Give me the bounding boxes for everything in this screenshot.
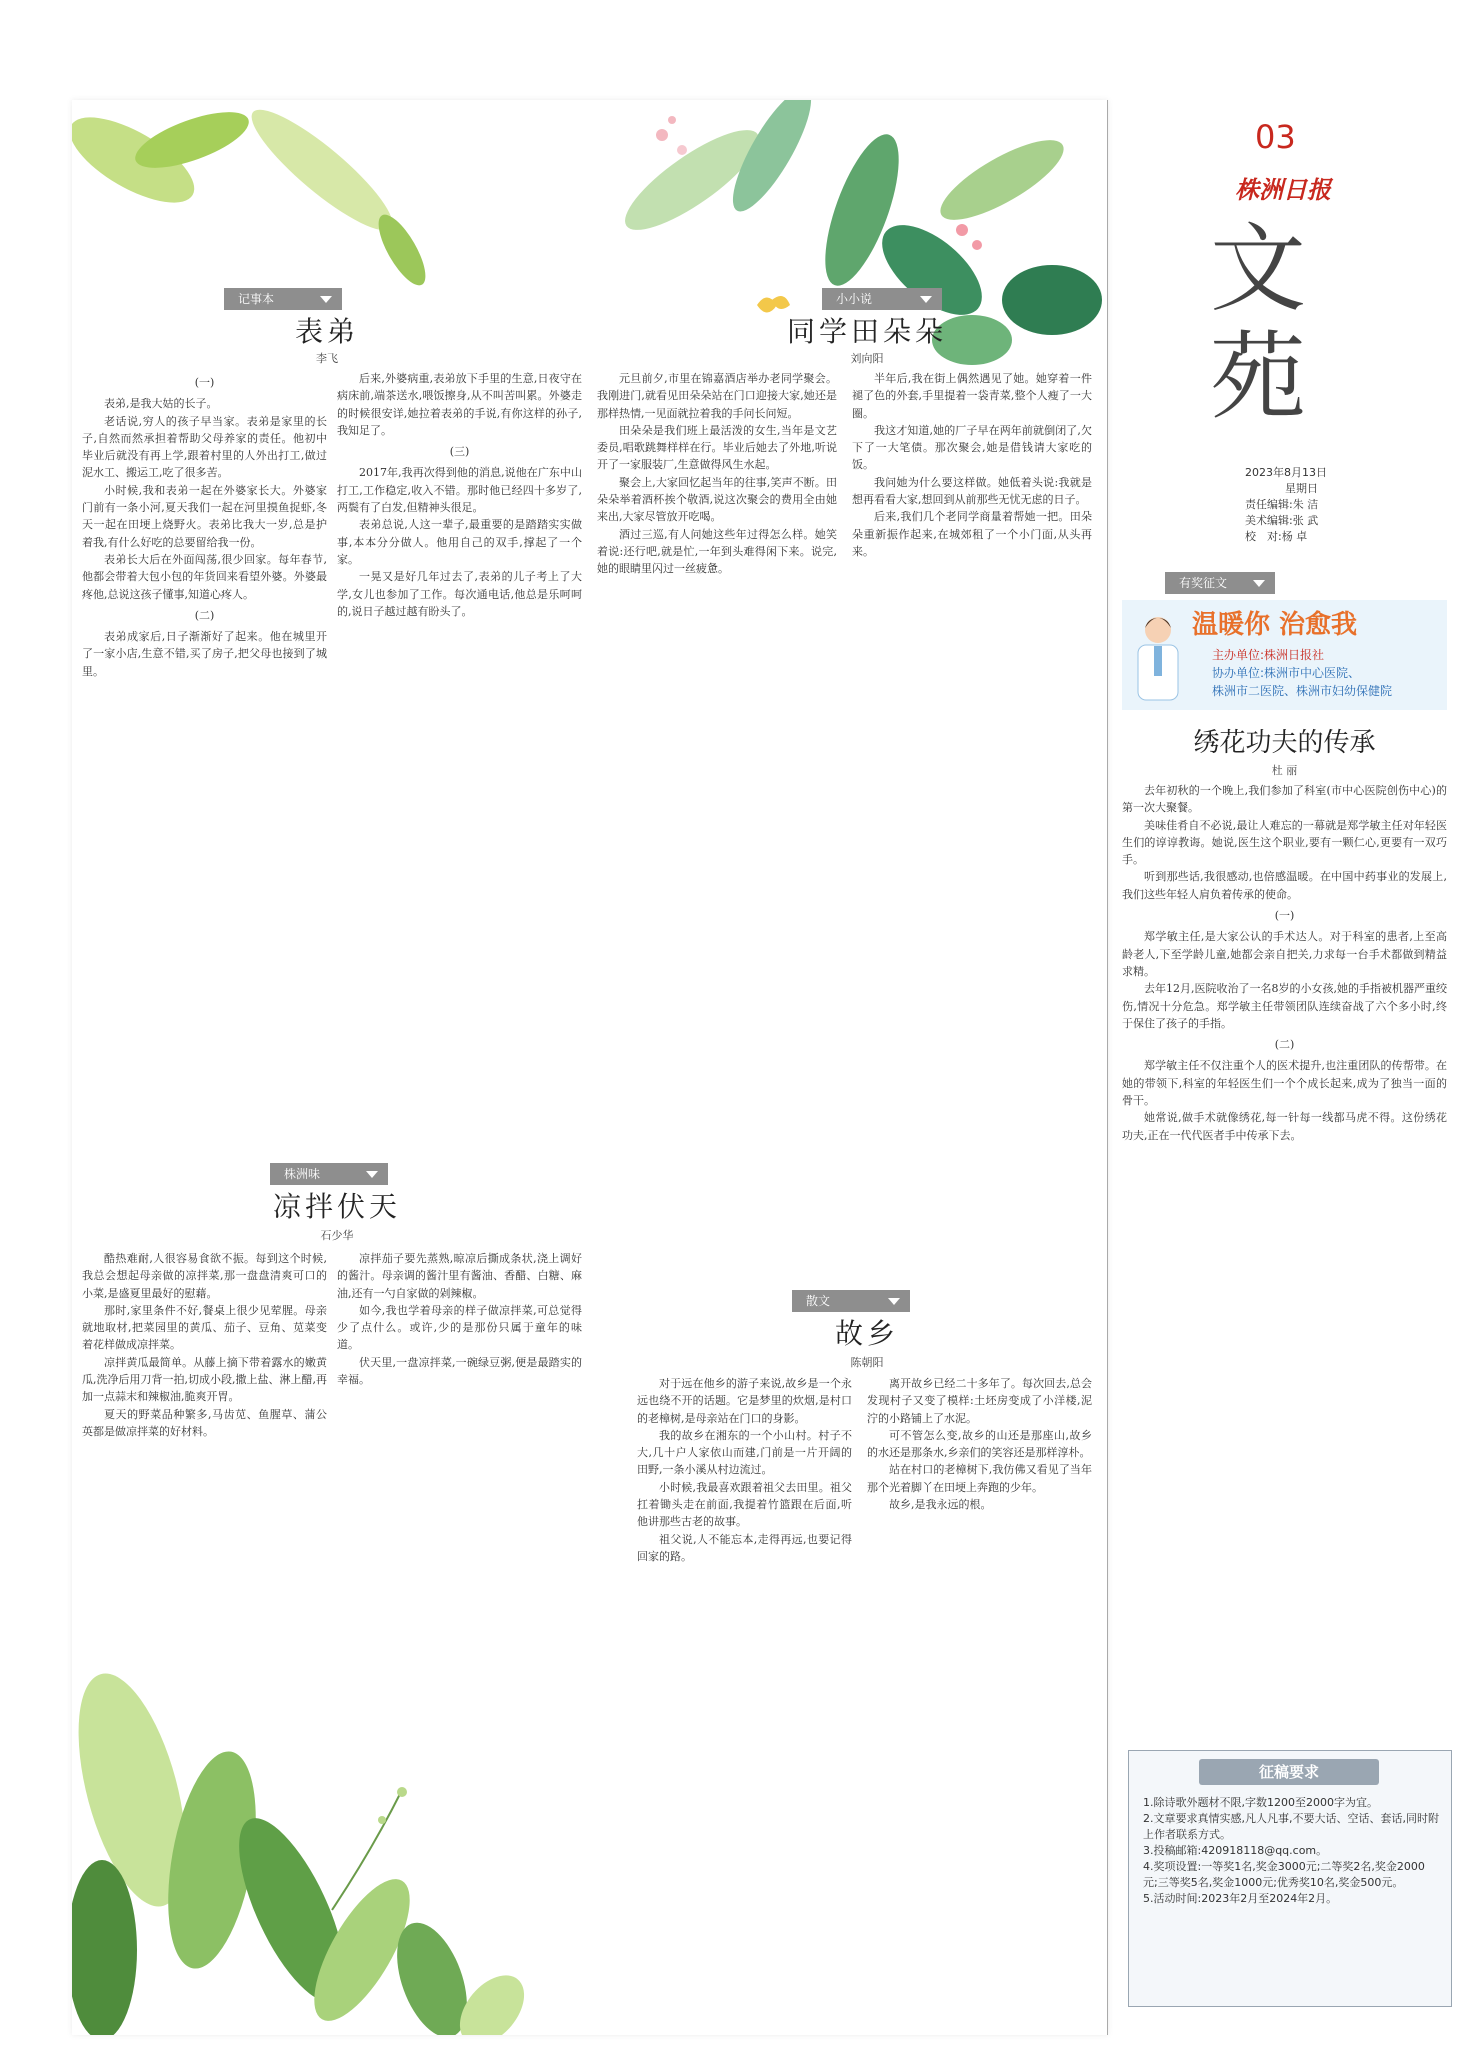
paragraph: 半年后,我在街上偶然遇见了她。她穿着一件褪了色的外套,手里提着一袋青菜,整个人瘦了一大圈。 <box>852 372 1092 420</box>
paragraph: 小时候,我最喜欢跟着祖父去田里。祖父扛着锄头走在前面,我提着竹篮跟在后面,听他讲那些古老的故事。 <box>637 1480 852 1529</box>
paragraph: 可不管怎么变,故乡的山还是那座山,故乡的水还是那条水,乡亲们的笑容还是那样淳朴。 <box>867 1428 1092 1460</box>
main-page-panel <box>72 100 1108 2035</box>
notice-item: 1.除诗歌外题材不限,字数1200至2000字为宜。 <box>1143 1796 1378 1809</box>
chevron-down-icon <box>366 1171 378 1178</box>
paragraph: 她常说,做手术就像绣花,每一针每一线都马虎不得。这份绣花功夫,正在一代代医者手中传承下去。 <box>1122 1111 1447 1142</box>
paragraph: 凉拌茄子要先蒸熟,晾凉后撕成条状,浇上调好的酱汁。母亲调的酱汁里有酱油、香醋、白糖、麻油,还有一勺自家做的剁辣椒。 <box>337 1252 582 1300</box>
section-title-wenyuan: 文苑 <box>1210 213 1306 433</box>
paragraph: 一晃又是好几年过去了,表弟的儿子考上了大学,女儿也参加了工作。每次通电话,他总是乐呵呵的,说日子越过越有盼头了。 <box>337 570 582 618</box>
paragraph: 表弟总说,人这一辈子,最重要的是踏踏实实做事,本本分分做人。他用自己的双手,撑起了一个家。 <box>337 518 582 566</box>
paragraph: 酒过三巡,有人问她这些年过得怎么样。她笑着说:还行吧,就是忙,一年到头难得闲下来。说完,她的眼睛里闪过一丝疲惫。 <box>597 527 837 576</box>
article-title-tongxue: 同学田朵朵 <box>786 315 947 348</box>
article-column-biaodi-1 <box>82 370 327 1200</box>
paragraph: 我的故乡在湘东的一个小山村。村子不大,几十户人家依山而建,门前是一片开阔的田野,一条小溪从村边流过。 <box>637 1428 852 1477</box>
article-column-biaodi-2 <box>337 370 582 1200</box>
tag-label: 株洲味 <box>284 1167 321 1181</box>
article-column-guxiang-2 <box>867 1375 1092 2025</box>
contest-host: 主办单位:株洲日报社 <box>1212 648 1325 662</box>
paragraph: 后来,外婆病重,表弟放下手里的生意,日夜守在病床前,端茶送水,喂饭擦身,从不叫苦叫累。外婆走的时候很安详,她拉着表弟的手说,有你这样的孙子,我知足了。 <box>337 372 582 437</box>
contest-co-host-1: 协办单位:株洲市中心医院、 <box>1212 666 1361 680</box>
notice-item: 2.文章要求真情实感,凡人凡事,不要大话、空话、套话,同时附上作者联系方式。 <box>1143 1812 1439 1841</box>
section-tag-sanwen <box>792 1290 910 1312</box>
staff-role: 美术编辑 <box>1245 514 1289 527</box>
chevron-down-icon <box>1253 580 1265 587</box>
paragraph: 田朵朵是我们班上最活泼的女生,当年是文艺委员,唱歌跳舞样样在行。毕业后她去了外地,听说开了一家服装厂,生意做得风生水起。 <box>597 423 837 472</box>
paragraph: 我问她为什么要这样做。她低着头说:我就是想再看看大家,想回到从前那些无忧无虑的日子。 <box>852 475 1092 507</box>
notice-item: 5.活动时间:2023年2月至2024年2月。 <box>1143 1892 1338 1905</box>
paragraph: 表弟,是我大姑的长子。 <box>104 397 218 411</box>
paragraph: 离开故乡已经二十多年了。每次回去,总会发现村子又变了模样:土坯房变成了小洋楼,泥泞的小路铺上了水泥。 <box>867 1377 1092 1425</box>
article-column-tongxue-1 <box>597 370 837 1250</box>
paragraph: 2017年,我再次得到他的消息,说他在广东中山打工,工作稳定,收入不错。那时他已经四十多岁了,两鬓有了白发,但精神头很足。 <box>337 466 582 515</box>
chevron-down-icon <box>320 296 332 303</box>
notice-title: 征稿要求 <box>1199 1759 1379 1785</box>
notice-item: 3.投稿邮箱:420918118@qq.com。 <box>1143 1844 1328 1857</box>
article-column-liangban-2 <box>337 1250 582 1640</box>
paragraph: 对于远在他乡的游子来说,故乡是一个永远也绕不开的话题。它是梦里的炊烟,是村口的老樟树,是母亲站在门口的身影。 <box>637 1377 852 1425</box>
paragraph: 表弟长大后在外面闯荡,很少回家。每年春节,他都会带着大包小包的年货回来看望外婆。外婆最疼他,总说这孩子懂事,知道心疼人。 <box>82 552 327 601</box>
paragraph: 酷热难耐,人很容易食欲不振。每到这个时候,我总会想起母亲做的凉拌菜,那一盘盘清爽可口的小菜,是盛夏里最好的慰藉。 <box>82 1252 327 1300</box>
paragraph: 祖父说,人不能忘本,走得再远,也要记得回家的路。 <box>637 1532 852 1563</box>
contest-banner <box>1122 600 1447 710</box>
paragraph: 郑学敏主任,是大家公认的手术达人。对于科室的患者,上至高龄老人,下至学龄儿童,她都会亲自把关,力求每一台手术都做到精益求精。 <box>1122 930 1447 978</box>
tag-label: 有奖征文 <box>1179 576 1228 590</box>
section-tag-xiaoxiaoshuo <box>822 288 942 310</box>
article-column-guxiang-1 <box>637 1375 852 2025</box>
paragraph: 那时,家里条件不好,餐桌上很少见荤腥。母亲就地取材,把菜园里的黄瓜、茄子、豆角、苋菜变着花样做成凉拌菜。 <box>82 1303 327 1352</box>
paragraph: 如今,我也学着母亲的样子做凉拌菜,可总觉得少了点什么。或许,少的是那份只属于童年的味道。 <box>337 1303 582 1352</box>
paragraph: 伏天里,一盘凉拌菜,一碗绿豆粥,便是最踏实的幸福。 <box>337 1355 582 1387</box>
chevron-down-icon <box>920 296 932 303</box>
left-margin <box>0 0 72 2064</box>
paragraph: 故乡,是我永远的根。 <box>889 1498 992 1512</box>
article-column-xiuhua <box>1122 782 1447 1422</box>
chevron-down-icon <box>888 1298 900 1305</box>
paragraph: 表弟成家后,日子渐渐好了起来。他在城里开了一家小店,生意不错,买了房子,把父母也接到了城里。 <box>82 630 327 678</box>
paragraph: 老话说,穷人的孩子早当家。表弟是家里的长子,自然而然承担着帮助父母养家的责任。他初中毕业后就没有再上学,跟着村里的人外出打工,做过泥水工、搬运工,吃了很多苦。 <box>82 414 327 480</box>
paragraph: 听到那些话,我很感动,也倍感温暖。在中国中药事业的发展上,我们这些年轻人肩负着传承的使命。 <box>1122 870 1447 901</box>
article-column-tongxue-2 <box>852 370 1092 1250</box>
paragraph: 站在村口的老樟树下,我仿佛又看见了当年那个光着脚丫在田埂上奔跑的少年。 <box>867 1463 1092 1494</box>
paragraph: 我这才知道,她的厂子早在两年前就倒闭了,欠下了一大笔债。那次聚会,她是借钱请大家吃的饭。 <box>852 423 1092 472</box>
staff-name: 张 武 <box>1292 514 1319 527</box>
section-number: (一) <box>194 376 215 389</box>
staff-role: 责任编辑 <box>1245 498 1289 511</box>
paragraph: 小时候,我和表弟一起在外婆家长大。外婆家门前有一条小河,夏天我们一起在河里摸鱼捉虾,冬天一起在田埂上烧野火。表弟比我大一岁,总是护着我,有什么好吃的总要留给我一份。 <box>82 483 327 549</box>
article-author-biaodi: 李飞 <box>316 352 338 365</box>
article-author-liangban: 石少华 <box>320 1229 354 1242</box>
section-number: (二) <box>194 608 215 622</box>
article-author-guxiang: 陈朝阳 <box>850 1356 884 1369</box>
staff-row: 美术编辑:张 武 <box>1245 514 1319 527</box>
paragraph: 郑学敏主任不仅注重个人的医术提升,也注重团队的传帮带。在她的带领下,科室的年轻医生们一个个成长起来,成为了独当一面的骨干。 <box>1122 1059 1447 1108</box>
paragraph: 美味佳肴自不必说,最让人难忘的一幕就是郑学敏主任对年轻医生们的谆谆教诲。她说,医生这个职业,要有一颗仁心,更要有一双巧手。 <box>1122 818 1447 867</box>
paragraph: 后来,我们几个老同学商量着帮她一把。田朵朵重新振作起来,在城郊租了一个小门面,从头再来。 <box>852 510 1092 558</box>
article-title-biaodi: 表弟 <box>294 315 359 348</box>
issue-info <box>1245 465 1425 545</box>
tag-label: 小小说 <box>836 292 873 306</box>
staff-row: 校 对:杨 卓 <box>1245 530 1308 543</box>
article-author-tongxue: 刘向阳 <box>850 352 884 365</box>
notice-box <box>1128 1750 1452 2007</box>
tag-label: 记事本 <box>238 292 275 306</box>
issue-weekday: 星期日 <box>1285 482 1318 495</box>
paper-logo: 株洲日报 <box>1235 175 1331 204</box>
section-tag-zhuzhouwei <box>270 1163 388 1185</box>
top-foliage-illustration <box>72 100 1107 400</box>
article-author-xiuhua: 杜 丽 <box>1271 764 1298 777</box>
paragraph: 去年初秋的一个晚上,我们参加了科室(市中心医院创伤中心)的第一次大聚餐。 <box>1122 784 1447 815</box>
tag-label: 散文 <box>806 1294 831 1308</box>
article-title-liangban: 凉拌伏天 <box>272 1190 401 1223</box>
paragraph: 凉拌黄瓜最简单。从藤上摘下带着露水的嫩黄瓜,洗净后用刀背一拍,切成小段,撒上盐、淋上醋,再加一点蒜末和辣椒油,脆爽开胃。 <box>82 1355 327 1404</box>
paragraph: 聚会上,大家回忆起当年的往事,笑声不断。田朵朵举着酒杯挨个敬酒,说这次聚会的费用全由她来出,大家尽管放开吃喝。 <box>597 475 837 524</box>
section-number: (一) <box>1274 909 1295 923</box>
staff-name: 朱 洁 <box>1292 498 1319 511</box>
contest-banner-title: 温暖你 治愈我 <box>1192 610 1358 640</box>
paragraph: 去年12月,医院收治了一名8岁的小女孩,她的手指被机器严重绞伤,情况十分危急。郑学敏主任带领团队连续奋战了六个多小时,终于保住了孩子的手指。 <box>1122 982 1447 1030</box>
article-column-liangban-1 <box>82 1250 327 1640</box>
section-number: (三) <box>449 445 470 459</box>
issue-date: 2023年8月13日 <box>1245 466 1327 479</box>
paragraph: 元旦前夕,市里在锦嘉酒店举办老同学聚会。我刚进门,就看见田朵朵站在门口迎接大家,她还是那样热情,一见面就拉着我的手问长问短。 <box>597 372 837 420</box>
article-title-guxiang: 故乡 <box>834 1317 899 1350</box>
notice-item: 4.奖项设置:一等奖1名,奖金3000元;二等奖2名,奖金2000元;三等奖5名,奖金1000元;优秀奖10名,奖金500元。 <box>1143 1860 1425 1889</box>
section-tag-youjiang-zhengwen <box>1165 572 1275 594</box>
contest-co-host-2: 株洲市二医院、株洲市妇幼保健院 <box>1212 684 1393 698</box>
paragraph: 夏天的野菜品种繁多,马齿苋、鱼腥草、蒲公英都是做凉拌菜的好材料。 <box>82 1407 327 1438</box>
section-number: (二) <box>1274 1038 1295 1052</box>
doctor-illustration-icon <box>1128 610 1188 705</box>
notice-list <box>1143 1795 1439 1907</box>
staff-role: 校 对 <box>1245 530 1278 543</box>
section-tag-jishiben <box>224 288 342 310</box>
staff-name: 杨 卓 <box>1281 530 1308 543</box>
article-title-xiuhua: 绣花功夫的传承 <box>1193 728 1376 758</box>
page-number: 03 <box>1255 118 1296 156</box>
staff-row: 责任编辑:朱 洁 <box>1245 498 1319 511</box>
